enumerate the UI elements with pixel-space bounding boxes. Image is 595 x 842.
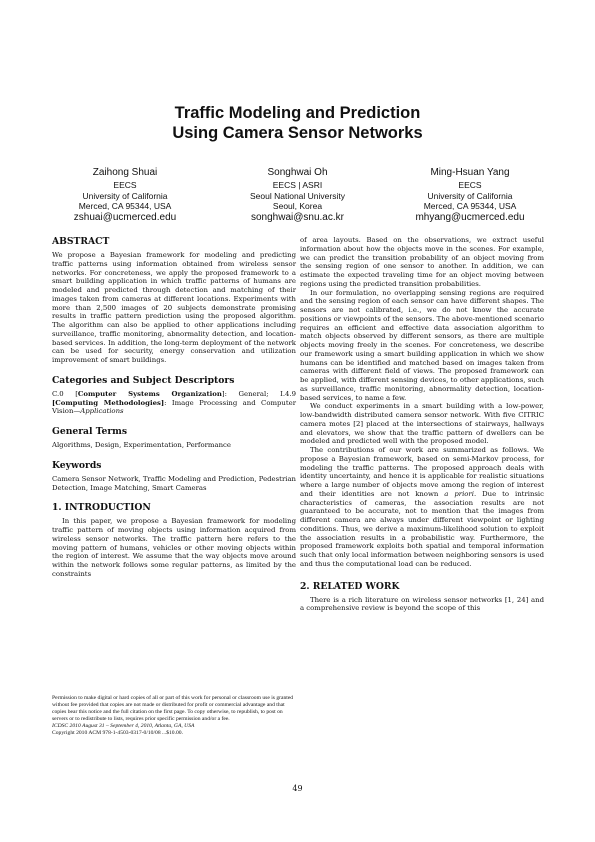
contributions-text-a: The contributions of our work are summarized as follows. We propose a Bayesian framework, based on semi-Markov process, for modeling the traffic patterns. The proposed approach deals with identity uncertainty, and hence it is applicable for realistic situations where a large number of objects move among the region of interest and their identities are not known xyxy=(300,446,544,498)
contributions-text-b: . Due to intrinsic characteristics of cameras, the association results are not guaranteed to be accurate, not to mention that the images from different camera are always under different viewpoint or lighting conditions. Thus, we derive a maximum-likelihood solution to exploit the association results in a probabilistic way. Furthermore, the proposed framework exploits both spatial and temporal information such that only local information between neighboring sensors is used and thus the computational load can be reduced. xyxy=(300,489,544,568)
categories-heading: Categories and Subject Descriptors xyxy=(52,374,235,386)
categories-italic: Applications xyxy=(80,407,124,416)
categories-text xyxy=(52,390,296,416)
author-org: University of California xyxy=(82,190,168,201)
author-email[interactable]: songhwai@snu.ac.kr xyxy=(251,211,344,223)
left-column xyxy=(52,236,296,579)
general-terms-heading: General Terms xyxy=(52,426,128,437)
author-org: Seoul National University xyxy=(250,190,345,201)
abstract-text: We propose a Bayesian framework for modeling and predicting traffic patterns using information obtained from wireless sensor networks. For concreteness, we apply the proposed framework to a smart building application in which traffic patterns of humans are modeled and predicted through detection and matching of their images taken from cameras at different locations. Experiments with more than 2,500 images of 20 subjects demonstrate promising results in traffic pattern prediction using the proposed algorithm. The algorithm can also be applied to other applications including surveillance, traffic monitoring, abnormality detection, and location-based services. In addition, the long-term deployment of the network can be used for security, energy conservation and utilization improvement of smart buildings. xyxy=(52,251,296,364)
author-block xyxy=(40,166,555,224)
related-work-heading: 2. RELATED WORK xyxy=(300,580,400,592)
author-org: University of California xyxy=(427,190,513,201)
title-line-2: Using Camera Sensor Networks xyxy=(172,124,423,142)
author-dept: EECS xyxy=(458,180,482,190)
abstract-heading: ABSTRACT xyxy=(52,236,110,247)
author-dept: EECS xyxy=(113,180,137,190)
author-name: Zaihong Shuai xyxy=(92,167,158,178)
conference-venue: ICDSC 2010 August 31 – September 4, 2010, Atlanta, GA, USA xyxy=(52,723,195,730)
author-2 xyxy=(213,166,383,224)
author-3 xyxy=(385,166,555,224)
permission-notice xyxy=(52,695,296,738)
intro-paragraph-4 xyxy=(300,446,544,569)
intro-paragraph-3: We conduct experiments in a smart building with a low-power, low-bandwidth distributed camera sensor network. With five CITRIC camera motes [2] placed at the intersections of stairways, hallways and elevators, we show that the traffic pattern of dwellers can be modeled and predicted well with the proposed model. xyxy=(300,402,544,446)
right-column xyxy=(300,236,544,613)
author-address: Seoul, Korea xyxy=(272,201,323,211)
copyright-line: Copyright 2010 ACM 978-1-4503-0317-0/10/08 ...$10.00. xyxy=(52,730,183,737)
keywords-heading: Keywords xyxy=(52,459,102,471)
related-work-paragraph-1: There is a rich literature on wireless sensor networks [1, 24] and a comprehensive review is beyond the scope of this xyxy=(300,595,544,613)
permission-text: Permission to make digital or hard copies of all or part of this work for personal or classroom use is granted without fee provided that copies are not made or distributed for profit or commercial advantage and that copies bear this notice and the full citation on the first page. To copy otherwise, to republish, to post on servers or to redistribute to lists, requires prior specific permission and/or a fee. xyxy=(52,695,294,723)
intro-continued-paragraph: of area layouts. Based on the observations, we extract useful information about how the objects move in the scenes. For example, we can predict the transition probability of an object moving from the sensing region of one sensor to another. In addition, we can estimate the expected traveling time for an object moving between regions using the predicted transition probabilities. xyxy=(300,236,544,288)
author-dept: EECS | ASRI xyxy=(272,180,323,190)
intro-paragraph-2: In our formulation, no overlapping sensing regions are required and the sensing region of each sensor can have different shapes. The sensors are not calibrated, i.e., we do not know the accurate positions or viewpoints of the sensors. The above-mentioned scenario requires an efficient and effective data association algorithm to match objects observed by different sensors, as there are multiple objects moving freely in the scenes. For concreteness, we describe our framework using a smart building application in which we show humans can be identified and matched based on images taken from cameras with different field of views. The proposed framework can be applied, with different sensing devices, to other applications, such as surveillance, traffic monitoring, abnormality detection, location-based services, to name a few. xyxy=(300,288,544,402)
author-address: Merced, CA 95344, USA xyxy=(78,201,172,211)
keywords-text: Camera Sensor Network, Traffic Modeling and Prediction, Pedestrian Detection, Image Matching, Smart Cameras xyxy=(52,474,296,492)
contributions-italic: a priori xyxy=(444,489,474,498)
paper-title xyxy=(0,103,595,143)
author-address: Merced, CA 95344, USA xyxy=(423,201,517,211)
categories-rest-2: : Image Processing and Computer Vision— xyxy=(52,398,296,416)
author-1 xyxy=(40,166,210,224)
categories-bold-2: [Computing Methodologies] xyxy=(52,398,165,407)
categories-bold-1: Computer Systems Organization xyxy=(77,389,222,398)
author-email[interactable]: zshuai@ucmerced.edu xyxy=(73,211,177,223)
title-line-1: Traffic Modeling and Prediction xyxy=(174,104,421,122)
general-terms-text: Algorithms, Design, Experimentation, Performance xyxy=(52,441,231,449)
introduction-heading: 1. INTRODUCTION xyxy=(52,502,151,514)
author-email[interactable]: mhyang@ucmerced.edu xyxy=(415,211,525,223)
categories-rest-1: ]: General; I.4.9 xyxy=(221,389,296,398)
categories-code: C.0 [ xyxy=(52,389,78,398)
author-name: Songhwai Oh xyxy=(267,167,328,178)
author-name: Ming-Hsuan Yang xyxy=(430,167,510,178)
page-number: 49 xyxy=(292,784,303,793)
introduction-paragraph-1: In this paper, we propose a Bayesian framework for modeling traffic pattern of moving objects using information acquired from wireless sensor networks. The traffic pattern here refers to the moving pattern of humans, vehicles or other moving objects within the region of interest. We assume that the way objects move around within the network follows some regular patterns, as limited by the constraints xyxy=(52,517,296,578)
